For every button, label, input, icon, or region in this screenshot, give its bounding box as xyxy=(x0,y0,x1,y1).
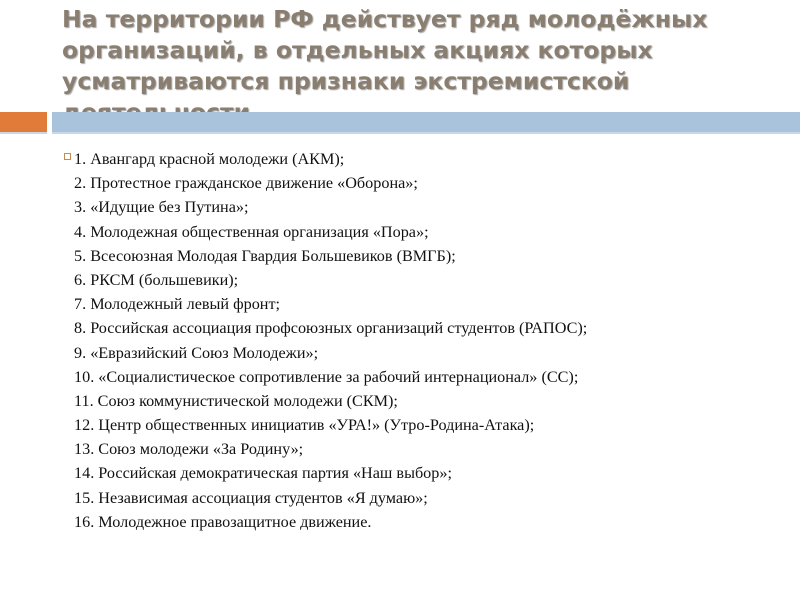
list-item-text: 8. Российская ассоциация профсоюзных организаций студентов (РАПОС); xyxy=(74,319,588,338)
list-item xyxy=(64,171,587,195)
list-item-text: 4. Молодежная общественная организация «Пора»; xyxy=(74,222,429,241)
list-item xyxy=(64,316,587,340)
list-item xyxy=(64,413,587,437)
list-item-text: 6. РКСМ (большевики); xyxy=(74,270,239,289)
list-item xyxy=(64,341,587,365)
list-item xyxy=(64,389,587,413)
list-item-text: 7. Молодежный левый фронт; xyxy=(74,295,281,314)
list-item-text: 9. «Евразийский Союз Молодежи»; xyxy=(74,343,319,362)
title-decoration-bar xyxy=(0,112,800,132)
list-item xyxy=(64,195,587,219)
square-bullet-icon xyxy=(64,153,71,160)
list-item-text: 5. Всесоюзная Молодая Гвардия Большевиков (ВМГБ); xyxy=(74,246,456,265)
list-item xyxy=(64,365,587,389)
list-item xyxy=(64,220,587,244)
list-item-text: 2. Протестное гражданское движение «Оборона»; xyxy=(74,174,418,193)
title-bar-gap xyxy=(47,112,52,134)
list-item-text: 10. «Социалистическое сопротивление за рабочий интернационал» (СС); xyxy=(74,367,579,386)
list-item xyxy=(64,147,587,171)
list-item-text: 16. Молодежное правозащитное движение. xyxy=(74,512,372,531)
list-item-text: 1. Авангард красной молодежи (АКМ); xyxy=(74,150,345,168)
list-item-text: 12. Центр общественных инициатив «УРА!» (Утро-Родина-Атака); xyxy=(74,416,535,435)
list-item-text: 14. Российская демократическая партия «Наш выбор»; xyxy=(74,464,452,483)
list-item-text: 11. Союз коммунистической молодежи (СКМ); xyxy=(74,391,398,410)
list-item xyxy=(64,292,587,316)
title-bar-blue-segment xyxy=(52,112,800,132)
list-item xyxy=(64,437,587,461)
list-item xyxy=(64,461,587,485)
list-item xyxy=(64,486,587,510)
list-item-text: 15. Независимая ассоциация студентов «Я думаю»; xyxy=(74,488,428,507)
list-item-text: 13. Союз молодежи «За Родину»; xyxy=(74,440,304,459)
list-item xyxy=(64,244,587,268)
slide-title: На территории РФ действует ряд молодёжных организаций, в отдельных акциях которых усматриваются признаки экстремистской xyxy=(62,5,708,95)
list-item xyxy=(64,268,587,292)
list-item-text: 3. «Идущие без Путина»; xyxy=(74,198,249,217)
title-bar-orange-segment xyxy=(0,112,47,132)
organization-list xyxy=(64,147,587,534)
list-item xyxy=(64,510,587,534)
title-bar-underline xyxy=(0,132,800,134)
